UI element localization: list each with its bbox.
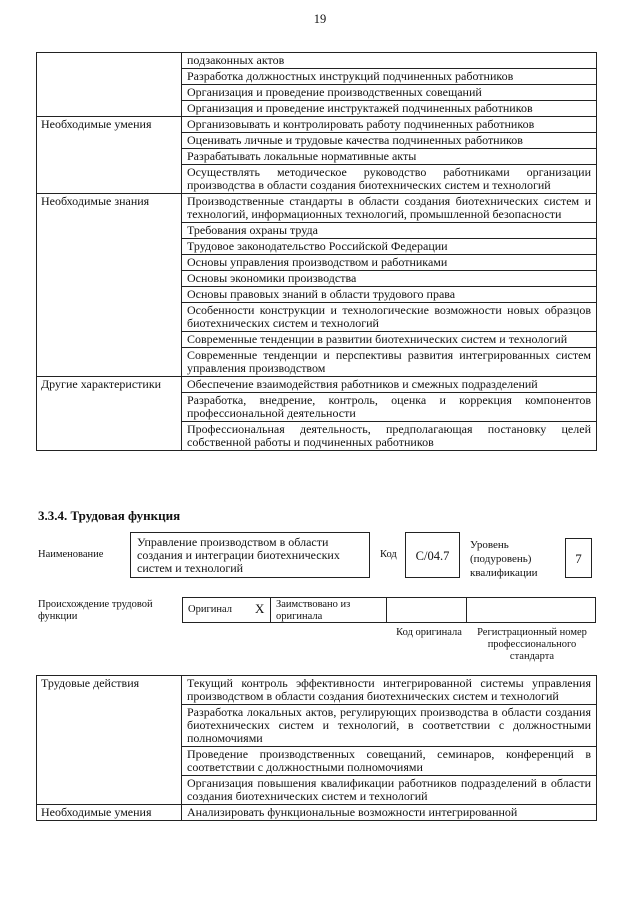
- code-original-label: Код оригинала: [396, 627, 462, 638]
- table-cell: Оценивать личные и трудовые качества подчиненных работников: [182, 133, 597, 149]
- table-cell: подзаконных актов: [182, 53, 597, 69]
- table-cell: Обеспечение взаимодействия работников и смежных подразделений: [182, 377, 597, 393]
- table-cell: Организация и проведение инструктажей подчиненных работников: [182, 101, 597, 117]
- table-cell: Современные тенденции в развитии биотехнических систем и технологий: [182, 332, 597, 348]
- table-cell: Производственные стандарты в области создания биотехнических систем и технологий, информационных технологий, промышленной безопасности: [182, 194, 597, 223]
- reg-number-cell: [467, 598, 595, 622]
- table-row: [37, 805, 597, 821]
- table-cell: Разработка локальных актов, регулирующих производства в области создания биотехнических систем и технологий, в соответствии с должностными полномочиями: [182, 705, 597, 747]
- level-label: Уровень (подуровень) квалификации: [470, 539, 538, 579]
- table-row: [37, 676, 597, 705]
- table-cell: Современные тенденции и перспективы развития интегрированных систем управления производством: [182, 348, 597, 377]
- table-cell: Организация повышения квалификации работников подразделений в области создания биотехнических систем и технологий: [182, 776, 597, 805]
- table-row: [37, 53, 597, 69]
- function-name-box: Управление производством в области создания и интеграции биотехнических систем и технологий: [130, 532, 370, 578]
- table-cell: Проведение производственных совещаний, семинаров, конференций в соответствии с должностными полномочиями: [182, 747, 597, 776]
- table-cell: Разрабатывать локальные нормативные акты: [182, 149, 597, 165]
- origin-label: Происхождение трудовой функции: [38, 599, 153, 622]
- row-label-empty: [37, 53, 182, 117]
- table-cell: Основы управления производством и работниками: [182, 255, 597, 271]
- table-row: [37, 117, 597, 133]
- table-cell: Текущий контроль эффективности интегрированной системы управления производством в области создания биотехнических систем и технологий: [182, 676, 597, 705]
- code-value-box: C/04.7: [405, 532, 460, 578]
- row-label-actions: Трудовые действия: [37, 676, 182, 805]
- table-cell: Основы правовых знаний в области трудового права: [182, 287, 597, 303]
- table-cell: Разработка, внедрение, контроль, оценка и коррекция компонентов профессиональной деятельности: [182, 393, 597, 422]
- row-label-knowledge: Необходимые знания: [37, 194, 182, 377]
- name-label: Наименование: [38, 549, 104, 560]
- row-label-other: Другие характеристики: [37, 377, 182, 451]
- table-cell: Организовывать и контролировать работу подчиненных работников: [182, 117, 597, 133]
- table-row: [37, 194, 597, 223]
- borrowed-cell: [271, 598, 387, 622]
- reg-number-label: Регистрационный номер профессионального стандарта: [477, 627, 587, 662]
- table-cell: Разработка должностных инструкций подчиненных работников: [182, 69, 597, 85]
- requirements-table-continued: [36, 52, 597, 451]
- row-label-skills-2: Необходимые умения: [37, 805, 182, 821]
- table-cell: Трудовое законодательство Российской Федерации: [182, 239, 597, 255]
- level-value-box: 7: [565, 538, 592, 578]
- page-number: 19: [313, 12, 327, 26]
- table-row: [37, 377, 597, 393]
- row-label-skills: Необходимые умения: [37, 117, 182, 194]
- table-cell: Особенности конструкции и технологические возможности новых образцов биотехнических систем и технологий: [182, 303, 597, 332]
- code-original-cell: [387, 598, 467, 622]
- table-cell: Основы экономики производства: [182, 271, 597, 287]
- original-label: Оригинал: [188, 604, 232, 615]
- table-cell: Организация и проведение производственных совещаний: [182, 85, 597, 101]
- original-mark: X: [255, 601, 265, 616]
- origin-row: [182, 597, 596, 623]
- table-cell: Требования охраны труда: [182, 223, 597, 239]
- borrowed-label: Заимствовано из оригинала: [276, 599, 351, 622]
- labor-actions-table: [36, 675, 597, 821]
- table-cell: Осуществлять методическое руководство работниками организации производства в области создания биотехнических систем и технологий: [182, 165, 597, 194]
- table-cell: Анализировать функциональные возможности интегрированной: [182, 805, 597, 821]
- section-heading: 3.3.4. Трудовая функция: [38, 508, 181, 523]
- code-label: Код: [380, 549, 397, 560]
- original-cell: [183, 598, 271, 622]
- table-cell: Профессиональная деятельность, предполагающая постановку целей собственной работы и подчиненных работников: [182, 422, 597, 451]
